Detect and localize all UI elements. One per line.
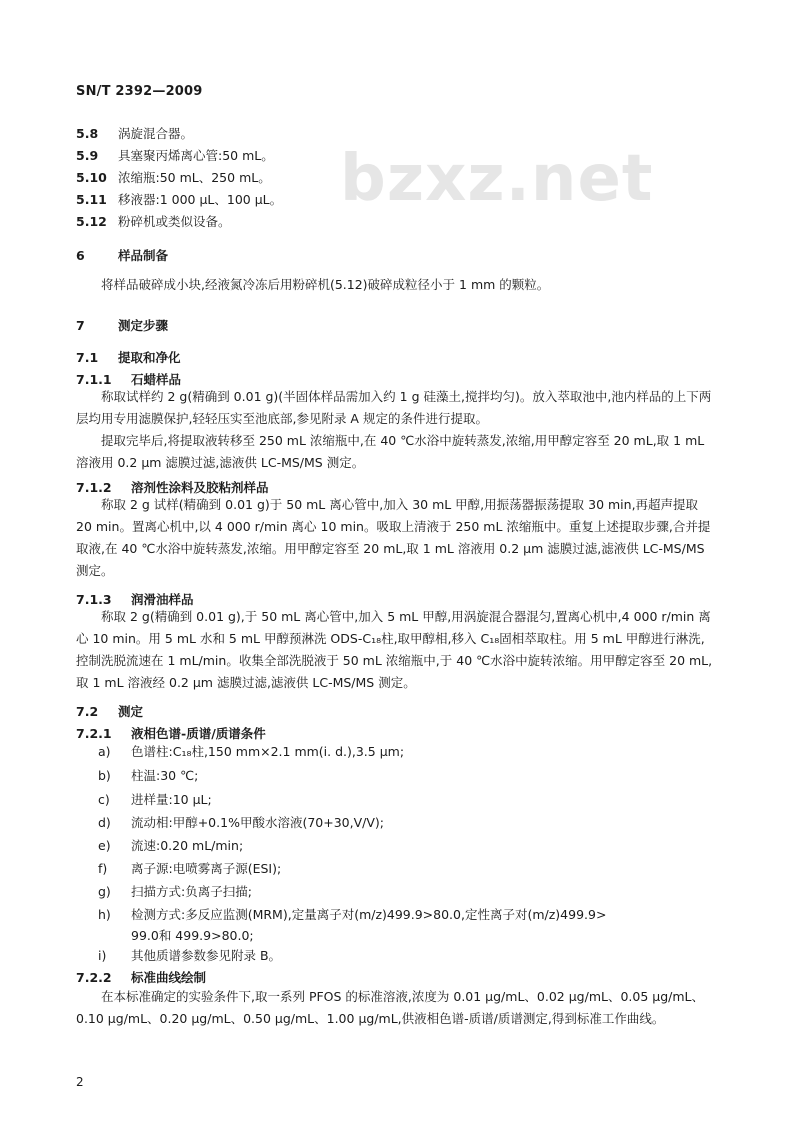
item-text: 具塞聚丙烯离心管:50 mL。	[118, 148, 274, 163]
section-title: 样品制备	[118, 248, 169, 263]
section-heading-6	[76, 246, 168, 264]
section-number: 7.2	[76, 704, 99, 719]
item-text: 粉碎机或类似设备。	[118, 214, 231, 229]
item-text: 色谱柱:C₁₈柱,150 mm×2.1 mm(i. d.),3.5 μm;	[131, 744, 405, 759]
item-text: 涡旋混合器。	[118, 126, 194, 141]
condition-item	[98, 945, 281, 967]
item-text: 浓缩瓶:50 mL、250 mL。	[118, 170, 271, 185]
condition-item	[98, 835, 243, 857]
item-text: 移液器:1 000 μL、100 μL。	[118, 192, 283, 207]
item-label: d)	[98, 815, 111, 830]
standard-number: SN/T 2392—2009	[76, 84, 203, 99]
section-title: 润滑油样品	[131, 592, 194, 607]
condition-item	[98, 765, 198, 787]
subsection-heading-7-2	[76, 702, 143, 720]
item-text: 流速:0.20 mL/min;	[131, 838, 244, 853]
condition-item	[98, 812, 384, 834]
item-number: 5.12	[76, 214, 107, 229]
condition-item	[98, 789, 212, 811]
sample-prep-paragraph: 将样品破碎成小块,经液氮冷冻后用粉碎机(5.12)破碎成粒径小于 1 mm 的颗粒。	[101, 277, 550, 292]
item-text: 扫描方式:负离子扫描;	[131, 884, 252, 899]
section-number: 7.1.3	[76, 592, 112, 607]
item-text: 离子源:电喷雾离子源(ESI);	[131, 861, 282, 876]
section-heading-7	[76, 316, 168, 334]
section-number: 7.2.2	[76, 970, 112, 985]
condition-item	[98, 904, 606, 926]
item-label: h)	[98, 907, 111, 922]
condition-item	[98, 858, 281, 880]
condition-item	[98, 881, 252, 903]
section-number: 6	[76, 248, 85, 263]
equipment-item	[76, 212, 231, 230]
coating-paragraph: 称取 2 g 试样(精确到 0.01 g)于 50 mL 离心管中,加入 30 mL 甲醇,用振荡器振荡提取 30 min,再超声提取 20 min。置离心机中,以 4 000 r/min 离心 10 min。吸取上清液于 250 mL 浓缩瓶中。重复上述提取步骤,合并提取液,在 40 ℃水浴中旋转蒸发,浓缩。用甲醇定容至 20 mL,取 1 mL 溶液用 0.2 μm 滤膜过滤,滤液供 LC-MS/MS 测定。	[76, 497, 711, 578]
section-title: 测定	[118, 704, 144, 719]
section-number: 7.2.1	[76, 726, 112, 741]
lubricant-paragraph: 称取 2 g(精确到 0.01 g),于 50 mL 离心管中,加入 5 mL 甲醇,用涡旋混合器混匀,置离心机中,4 000 r/min 离心 10 min。用 5 mL 水和 5 mL 甲醇预淋洗 ODS-C₁₈柱,取甲醇相,移入 C₁₈固相萃取柱。用 5 mL 甲醇进行淋洗,控制洗脱流速在 1 mL/min。收集全部洗脱液于 50 mL 浓缩瓶中,于 40 ℃水浴中旋转浓缩。用甲醇定容至 20 mL,取 1 mL 溶液经 0.2 μm 滤膜过滤,滤液供 LC-MS/MS 测定。	[76, 609, 713, 690]
calibration-paragraph: 在本标准确定的实验条件下,取一系列 PFOS 的标准溶液,浓度为 0.01 μg/mL、0.02 μg/mL、0.05 μg/mL、0.10 μg/mL、0.20 μg/mL、0.50 μg/mL、1.00 μg/mL,供液相色谱-质谱/质谱测定,得到标准工作曲线。	[76, 989, 705, 1026]
item-text: 进样量:10 μL;	[131, 792, 212, 807]
subsection-heading-7-2-2	[76, 968, 206, 986]
section-number: 7.1.2	[76, 480, 112, 495]
subsection-heading-7-1	[76, 348, 181, 366]
equipment-item	[76, 190, 282, 208]
paraffin-paragraph-2: 提取完毕后,将提取液转移至 250 mL 浓缩瓶中,在 40 ℃水浴中旋转蒸发,浓缩,用甲醇定容至 20 mL,取 1 mL 溶液用 0.2 μm 滤膜过滤,滤液供 LC-MS/MS 测定。	[76, 433, 705, 470]
section-title: 测定步骤	[118, 318, 169, 333]
item-text: 检测方式:多反应监测(MRM),定量离子对(m/z)499.9>80.0,定性离子对(m/z)499.9>	[131, 907, 607, 922]
watermark: bzxz.net	[340, 142, 654, 216]
item-label: i)	[98, 948, 107, 963]
item-label: b)	[98, 768, 111, 783]
section-title: 提取和净化	[118, 350, 181, 365]
condition-item-continuation: 99.0和 499.9>80.0;	[131, 928, 254, 943]
item-label: f)	[98, 861, 108, 876]
section-number: 7	[76, 318, 85, 333]
section-title: 标准曲线绘制	[131, 970, 207, 985]
item-text: 柱温:30 ℃;	[131, 768, 199, 783]
item-label: c)	[98, 792, 110, 807]
section-title: 石蜡样品	[131, 372, 182, 387]
subsection-heading-7-2-1	[76, 724, 266, 742]
item-label: g)	[98, 884, 111, 899]
item-number: 5.11	[76, 192, 107, 207]
item-number: 5.10	[76, 170, 107, 185]
page-number: 2	[76, 1075, 84, 1089]
item-number: 5.9	[76, 148, 99, 163]
item-text: 流动相:甲醇+0.1%甲酸水溶液(70+30,V/V);	[131, 815, 384, 830]
paraffin-paragraph-1: 称取试样约 2 g(精确到 0.01 g)(半固体样品需加入约 1 g 硅藻土,搅拌均匀)。放入萃取池中,池内样品的上下两层均用专用滤膜保护,轻轻压实至池底部,参见附录 A 规定的条件进行提取。	[76, 389, 712, 426]
item-number: 5.8	[76, 126, 99, 141]
equipment-item	[76, 124, 193, 142]
item-label: e)	[98, 838, 111, 853]
section-title: 溶剂性涂料及胶粘剂样品	[131, 480, 269, 495]
section-title: 液相色谱-质谱/质谱条件	[131, 726, 266, 741]
section-number: 7.1	[76, 350, 99, 365]
equipment-item	[76, 146, 274, 164]
equipment-item	[76, 168, 271, 186]
section-number: 7.1.1	[76, 372, 112, 387]
condition-item	[98, 741, 404, 763]
item-text: 其他质谱参数参见附录 B。	[131, 948, 282, 963]
item-label: a)	[98, 744, 111, 759]
